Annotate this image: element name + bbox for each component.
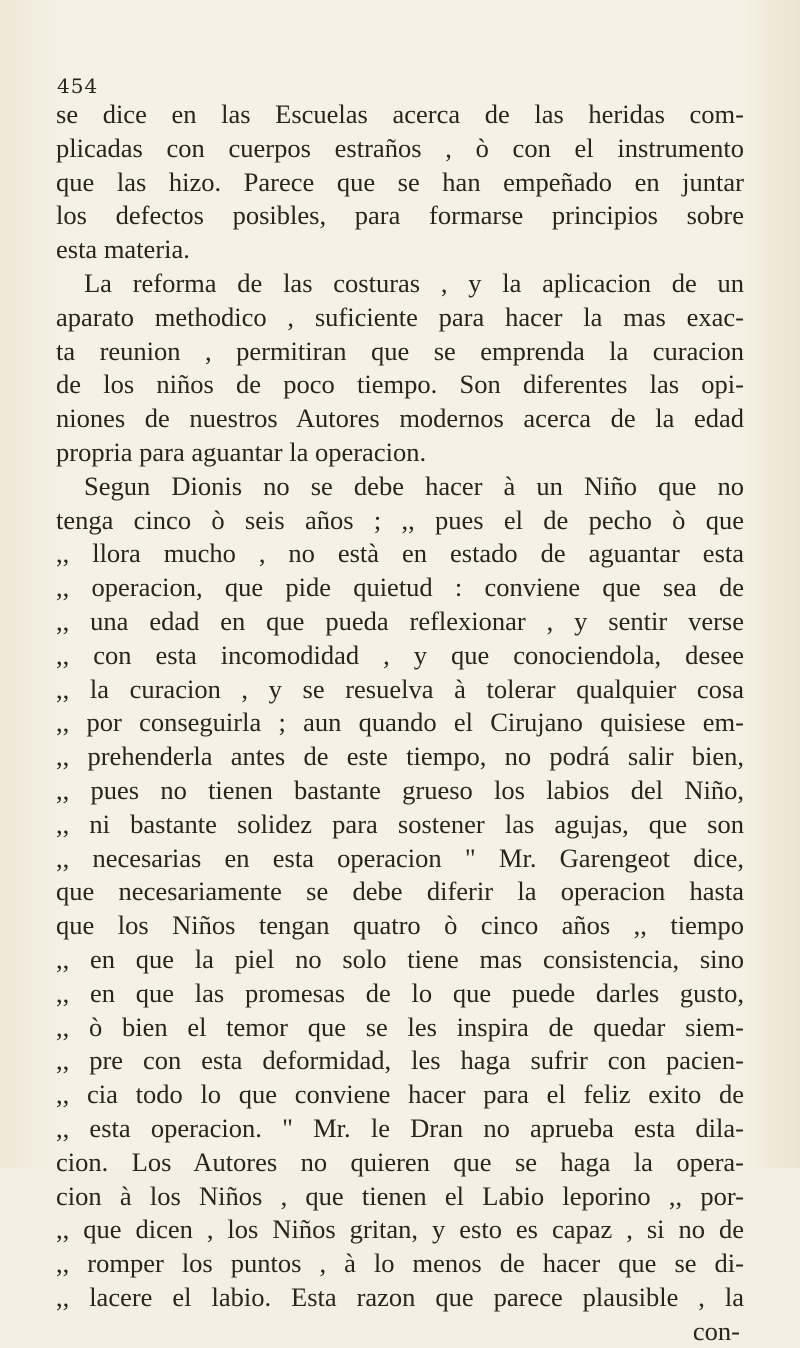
text-line: ,, pues no tienen bastante grueso los labios del Niño,	[56, 774, 744, 805]
text-line: que las hizo. Parece que se han empeñado en juntar	[56, 166, 744, 197]
text-line: esta materia.	[56, 234, 190, 265]
text-line: cion. Los Autores no quieren que se haga la opera-	[56, 1146, 744, 1177]
text-line: cion à los Niños , que tienen el Labio leporino ,, por-	[56, 1180, 744, 1211]
text-line: niones de nuestros Autores modernos acerca de la edad	[56, 403, 744, 434]
text-line: que necesariamente se debe diferir la operacion hasta	[56, 876, 744, 907]
text-line: ,, operacion, que pide quietud : conviene que sea de	[56, 572, 744, 603]
text-line: ,, que dicen , los Niños gritan, y esto es capaz , si no de	[56, 1214, 744, 1245]
catchword: con-	[692, 1315, 740, 1346]
text-line: ,, en que las promesas de lo que puede darles gusto,	[56, 977, 744, 1008]
text-line: ,, pre con esta deformidad, les haga sufrir con pacien-	[56, 1045, 744, 1076]
text-line: ,, llora mucho , no està en estado de aguantar esta	[56, 538, 744, 569]
text-line: ,, en que la piel no solo tiene mas consistencia, sino	[56, 943, 744, 974]
page-number: 454	[57, 74, 99, 98]
text-line: los defectos posibles, para formarse principios sobre	[56, 200, 744, 231]
text-line: ,, lacere el labio. Esta razon que parece plausible , la	[56, 1281, 744, 1312]
text-line: ta reunion , permitiran que se emprenda la curacion	[56, 335, 744, 366]
text-line: ,, necesarias en esta operacion " Mr. Garengeot dice,	[56, 842, 744, 873]
text-line: se dice en las Escuelas acerca de las heridas com-	[56, 99, 744, 129]
text-line: ,, romper los puntos , à lo menos de hacer que se di-	[56, 1248, 744, 1279]
text-line: ,, cia todo lo que conviene hacer para el feliz exito de	[56, 1079, 744, 1110]
text-line: propria para aguantar la operacion.	[56, 436, 427, 467]
text-line: ,, una edad en que pueda reflexionar , y sentir verse	[56, 605, 744, 636]
text-line: ,, la curacion , y se resuelva à tolerar qualquier cosa	[56, 673, 744, 704]
text-line: ,, ò bien el temor que se les inspira de quedar siem-	[56, 1011, 744, 1042]
text-line: que los Niños tengan quatro ò cinco años ,, tiempo	[56, 910, 744, 941]
body-text	[56, 98, 744, 1348]
text-line: ,, ni bastante solidez para sostener las agujas, que son	[56, 808, 744, 839]
text-line: ,, prehenderla antes de este tiempo, no podrá salir bien,	[56, 741, 744, 772]
text-line: ,, con esta incomodidad , y que conociendola, desee	[56, 639, 744, 670]
text-line: ,, por conseguirla ; aun quando el Cirujano quisiese em-	[56, 707, 744, 738]
text-line: de los niños de poco tiempo. Son diferentes las opi-	[56, 369, 744, 400]
text-line: tenga cinco ò seis años ; ,, pues el de pecho ò que	[56, 504, 744, 535]
text-line: plicadas con cuerpos estraños , ò con el instrumento	[56, 132, 744, 163]
text-line: La reforma de las costuras , y la aplicacion de un	[84, 267, 744, 298]
text-line: aparato methodico , suficiente para hacer la mas exac-	[56, 301, 744, 332]
text-line: ,, esta operacion. " Mr. le Dran no aprueba esta dila-	[56, 1112, 744, 1143]
text-line: Segun Dionis no se debe hacer à un Niño que no	[84, 470, 744, 501]
